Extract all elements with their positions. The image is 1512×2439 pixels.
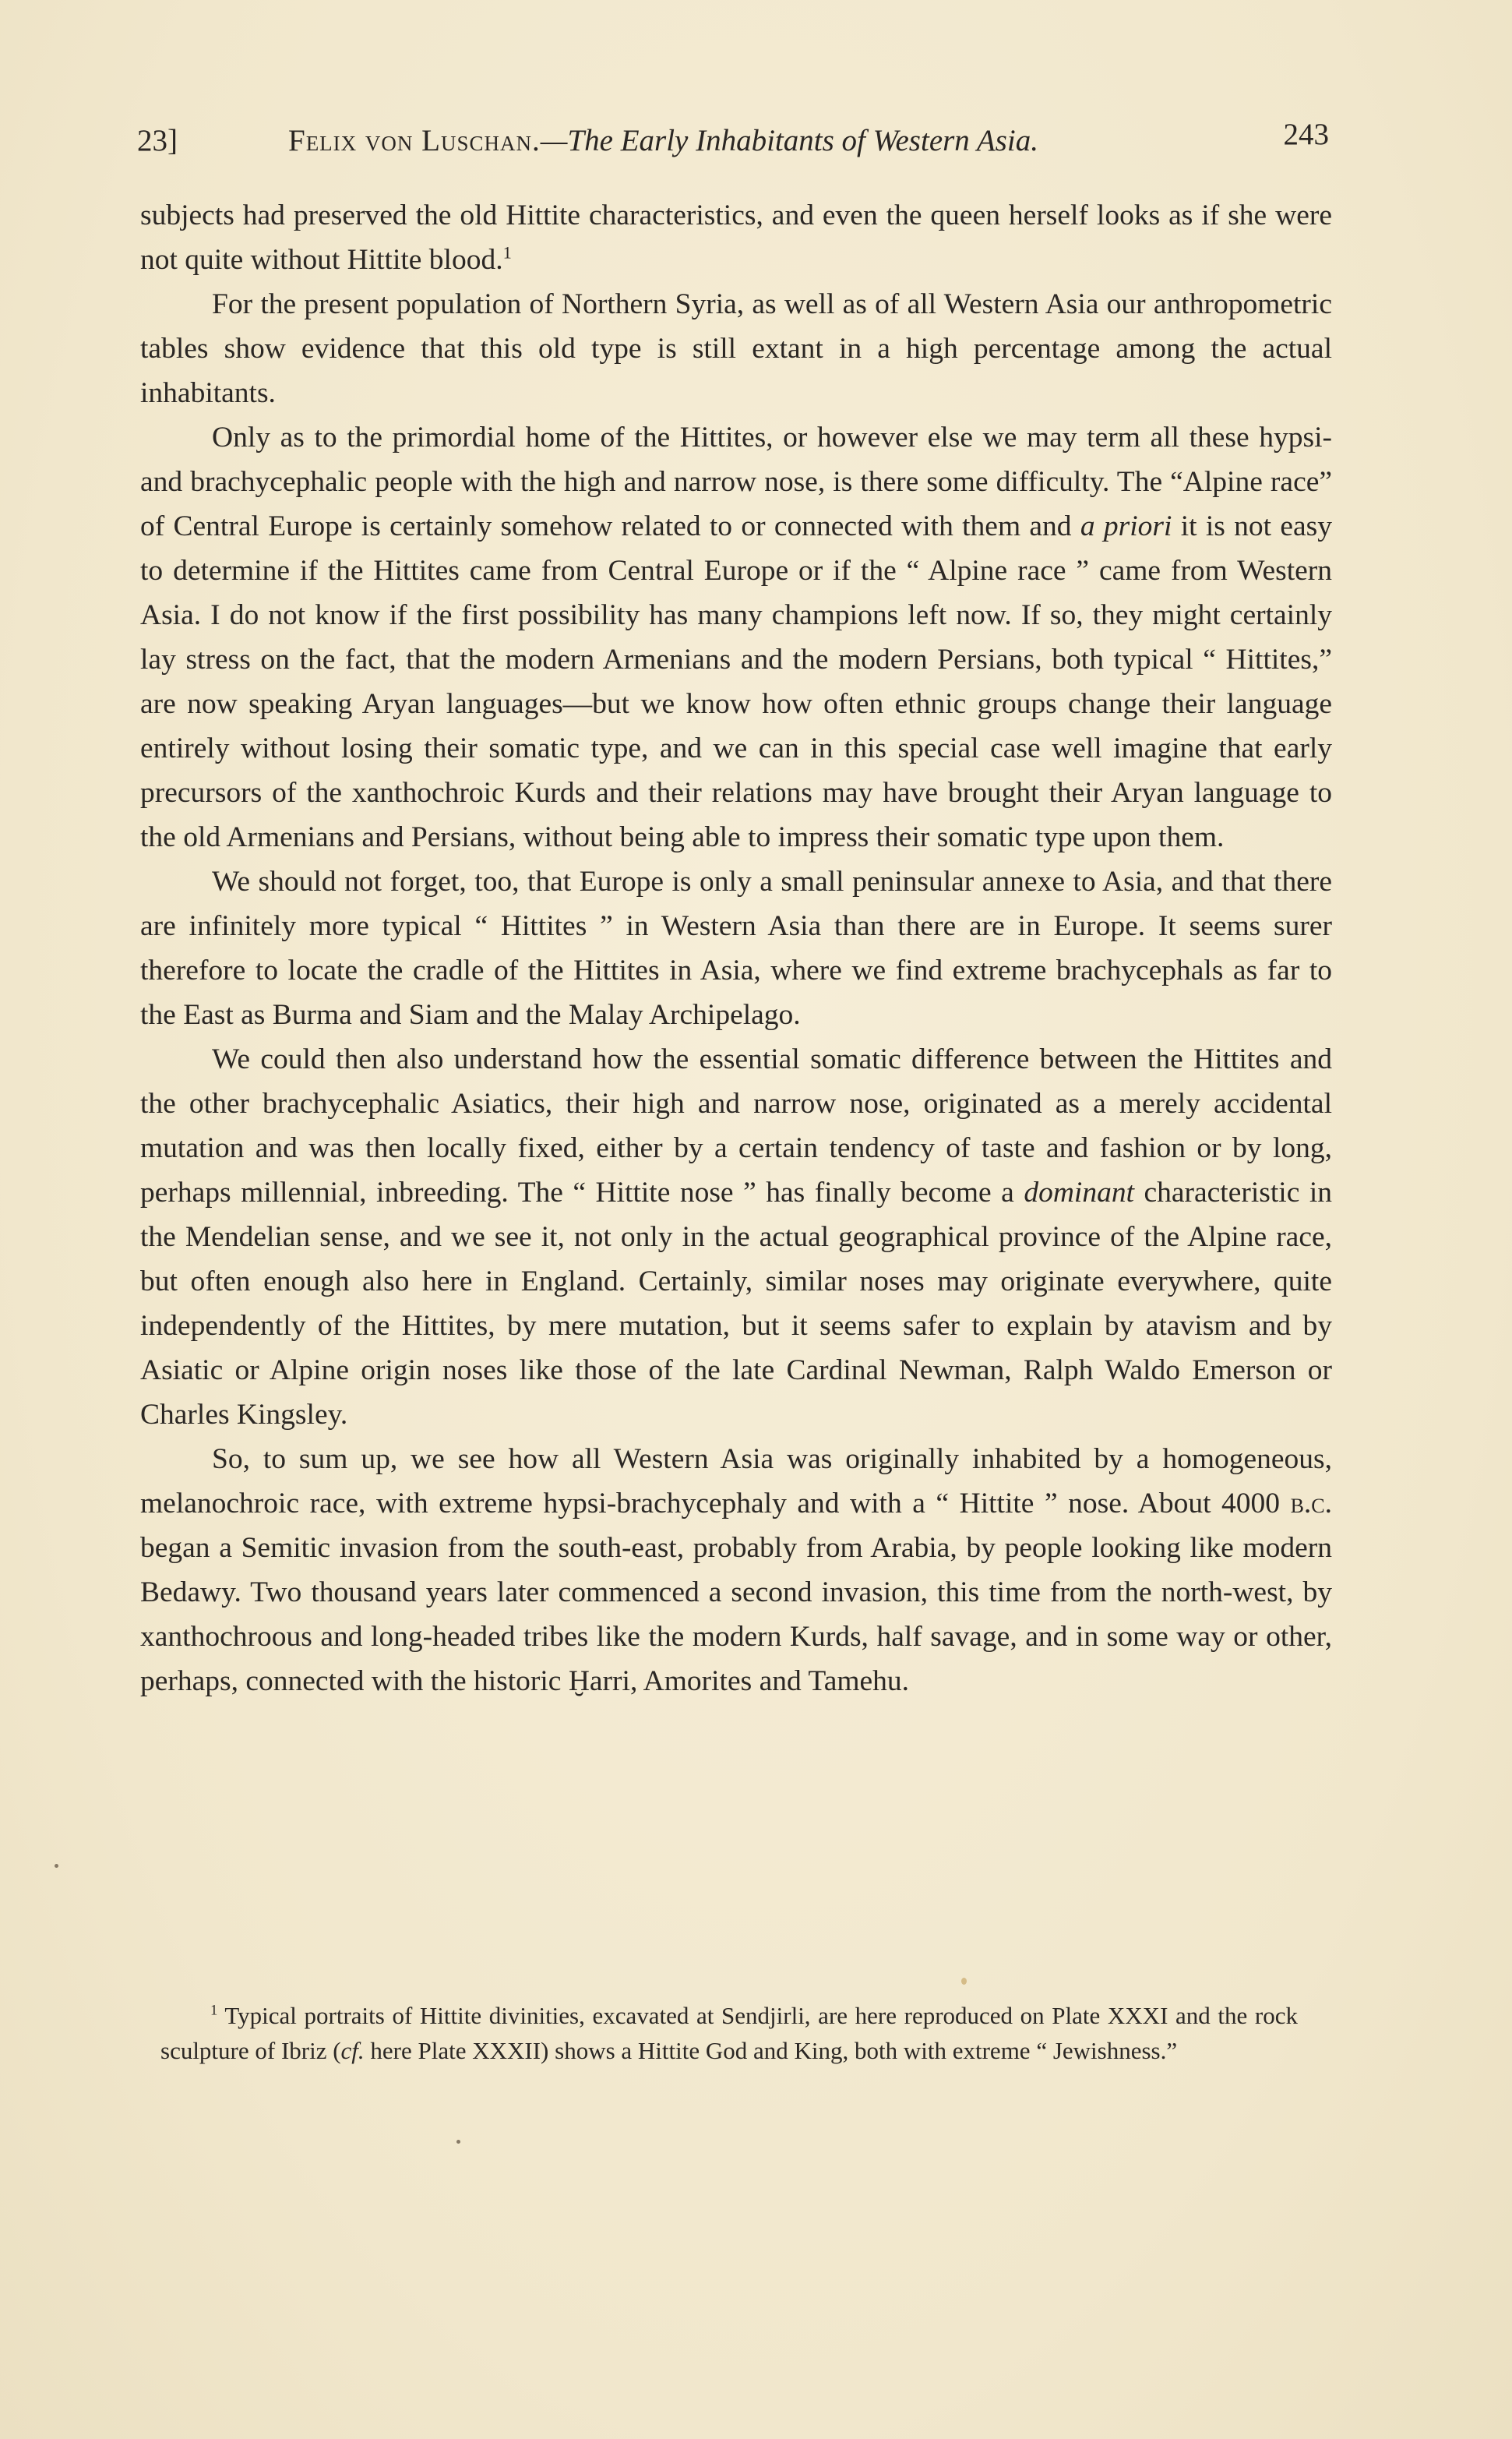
running-title <box>288 123 1038 158</box>
footnote-reference: 1 <box>502 242 512 263</box>
paper-speck <box>961 1978 967 1985</box>
paragraph-4: We should not forget, too, that Europe is only a small peninsular annexe to Asia, and that there are infinitely more typical “ Hittites ” in Western Asia than there are in Europe. It seems surer therefore to locate the cradle of the Hittites in Asia, where we find extreme brachycephals as far to the East as Burma and Siam and the Malay Archipelago. <box>140 866 1332 1031</box>
footnote-italic: cf. <box>340 2037 365 2064</box>
article-title: —The Early Inhabitants of Western Asia. <box>540 124 1038 157</box>
footnote: $^1$ Typical portraits of Hittite divinities, excavated at Sendjirli, are here reproduced on Plate XXXI and the rock sculpture of Ibriz (cf. here Plate XXXII) shows a Hittite God and King, both with extreme “ Jewishness.” <box>160 2002 1298 2064</box>
paper-speck <box>55 1864 58 1868</box>
body-text <box>140 193 1332 1703</box>
chapter-reference: 23] <box>137 124 178 157</box>
paragraph-5: We could then also understand how the essential somatic difference between the Hittites and the other brachycephalic Asiatics, their high and narrow nose, originated as a merely accidental mutation and was then locally fixed, either by a certain tendency of taste and fashion or by long, perhaps millennial, inbreeding. The “ Hittite nose ” has finally become a dominant characteristic in the Mendelian sense, and we see it, not only in the actual geographical province of the Alpine race, but often enough also here in England. Certainly, similar noses may originate everywhere, quite independently of the Hittites, by mere mutation, but it seems safer to explain by atavism and by Asiatic or Alpine origin noses like those of the late Cardinal Newman, Ralph Waldo Emerson or Charles Kingsley. <box>140 1043 1333 1431</box>
paper-speck <box>456 2140 460 2144</box>
paragraph-1: subjects had preserved the old Hittite characteristics, and even the queen herself looks as if she were not quite without Hittite blood.$^1$ <box>140 199 1332 276</box>
italic-phrase: a priori <box>1080 510 1172 542</box>
running-head <box>137 117 1329 164</box>
paragraph-6: So, to sum up, we see how all Western Asia was originally inhabited by a homogeneous, melanochroic race, with extreme hypsi-brachycephaly and with a “ Hittite ” nose. About 4000 b.c. began a Semitic invasion from the south-east, probably from Arabia, by people looking like modern Bedawy. Two thousand years later commenced a second invasion, this time from the north-west, by xanthochroous and long-headed tribes like the modern Kurds, half savage, and in some way or other, perhaps, connected with the historic Ḫarri, Amorites and Tamehu. <box>140 1443 1332 1697</box>
small-caps-era: b.c. <box>1290 1488 1332 1520</box>
paragraph-3: Only as to the primordial home of the Hittites, or however else we may term all these hypsi- and brachycephalic people with the high and narrow nose, is there some difficulty. The “Alpine race” of Central Europe is certainly somehow related to or connected with them and a priori it is not easy to determine if the Hittites came from Central Europe or if the “ Alpine race ” came from Western Asia. I do not know if the first possibility has many champions left now. If so, they might certainly lay stress on the fact, that the modern Armenians and the modern Persians, both typical “ Hittites,” are now speaking Aryan languages—but we know how often ethnic groups change their language entirely without losing their somatic type, and we can in this special case well imagine that early precursors of the xanthochroic Kurds and their relations may have brought their Aryan language to the old Armenians and Persians, without being able to impress their somatic type upon them. <box>140 422 1332 853</box>
footnote-marker: 1 <box>210 2002 218 2019</box>
paragraph-2: For the present population of Northern Syria, as well as of all Western Asia our anthropometric tables show evidence that this old type is still extant in a high percentage among the actual inhabitants. <box>140 288 1332 409</box>
page-number: 243 <box>1283 118 1329 151</box>
author-name: Felix von Luschan. <box>288 124 541 157</box>
italic-word: dominant <box>1024 1177 1134 1209</box>
